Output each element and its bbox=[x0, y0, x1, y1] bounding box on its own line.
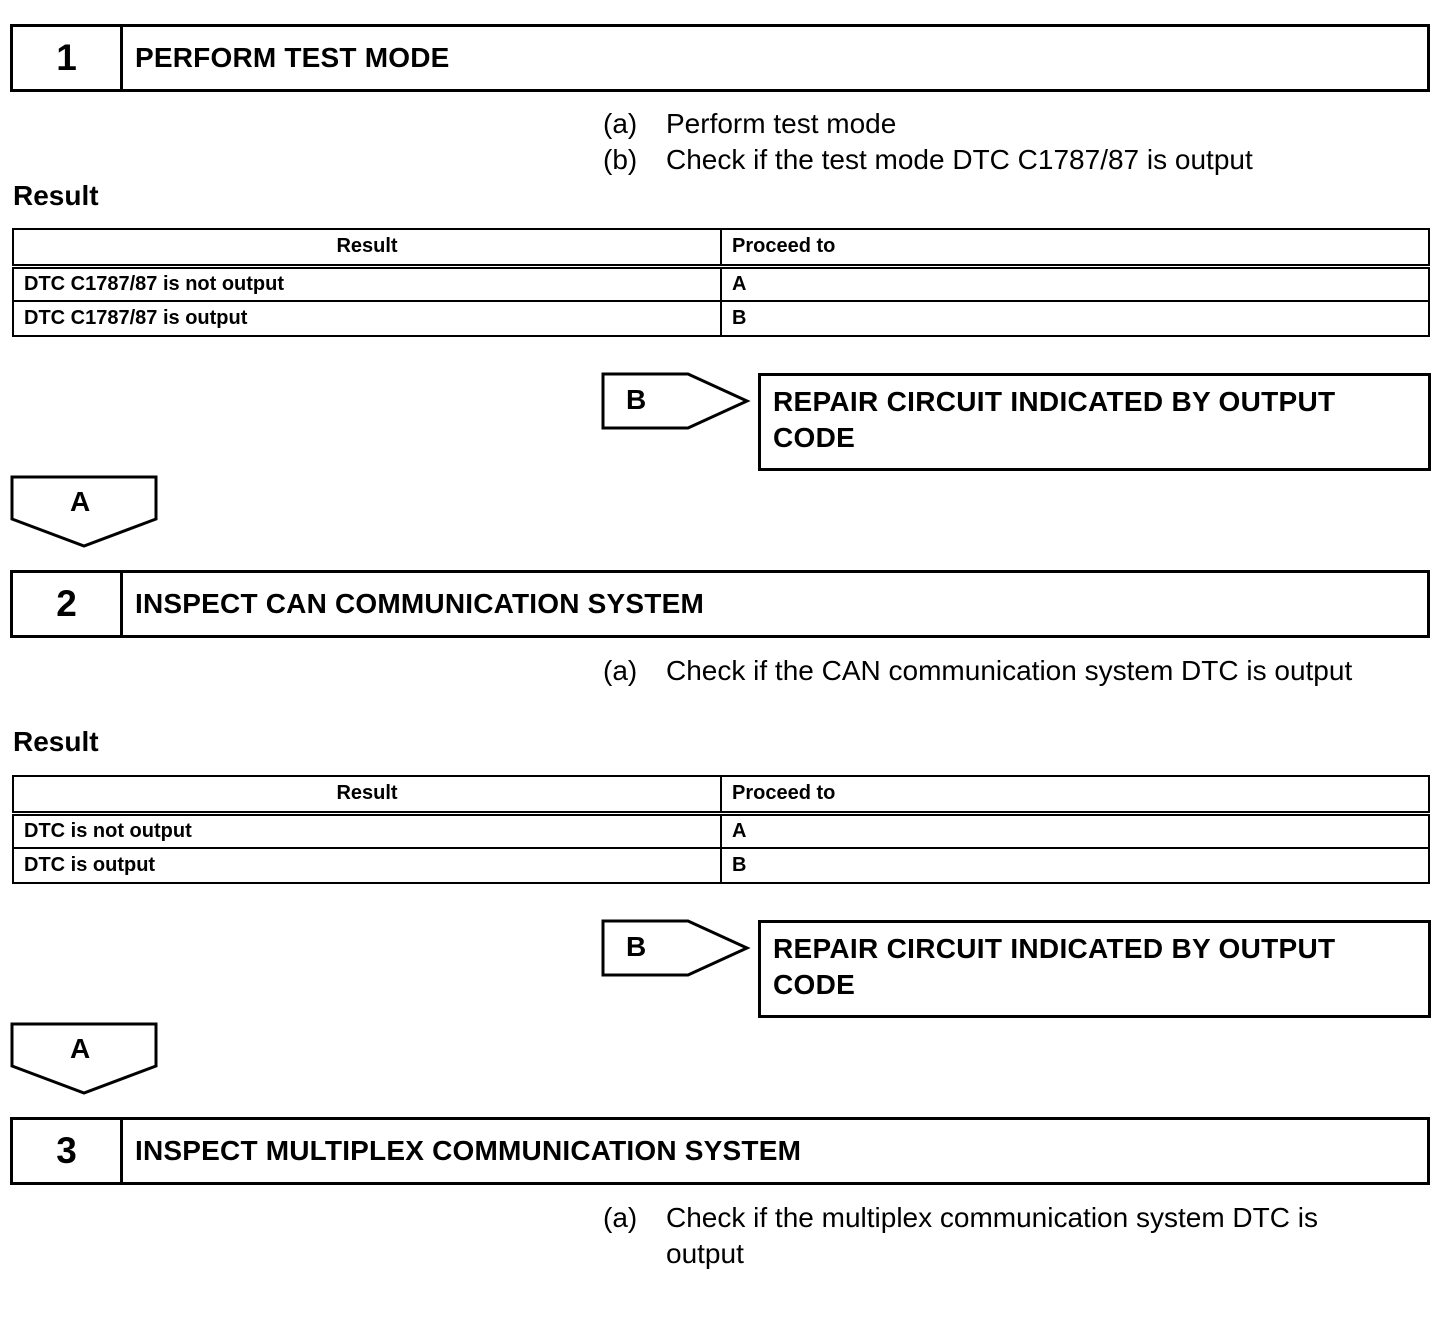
table-cell-proceed: A bbox=[721, 266, 1429, 301]
branch-b-arrow-icon bbox=[601, 372, 751, 430]
repair-action-box: REPAIR CIRCUIT INDICATED BY OUTPUT CODE bbox=[758, 373, 1431, 471]
table-row bbox=[13, 266, 1429, 301]
step-number: 3 bbox=[13, 1120, 123, 1182]
table-cell-proceed: A bbox=[721, 813, 1429, 848]
repair-action-box: REPAIR CIRCUIT INDICATED BY OUTPUT CODE bbox=[758, 920, 1431, 1018]
column-header-proceed: Proceed to bbox=[721, 776, 1429, 813]
step-2-instructions bbox=[603, 653, 1446, 689]
instruction-label: (a) bbox=[603, 1202, 638, 1233]
column-header-result: Result bbox=[13, 776, 721, 813]
branch-b-label: B bbox=[626, 384, 647, 415]
column-header-result: Result bbox=[13, 229, 721, 266]
table-row bbox=[13, 848, 1429, 883]
instruction-item bbox=[603, 1200, 1396, 1272]
table-row bbox=[13, 813, 1429, 848]
branch-a-label: A bbox=[70, 486, 91, 517]
branch-a-label: A bbox=[70, 1033, 91, 1064]
instruction-label: (b) bbox=[603, 144, 638, 175]
step-3-instructions bbox=[603, 1200, 1396, 1272]
step-title: PERFORM TEST MODE bbox=[135, 42, 450, 73]
table-cell-result: DTC is not output bbox=[13, 813, 721, 848]
instruction-item bbox=[603, 106, 1426, 142]
table-cell-result: DTC is output bbox=[13, 848, 721, 883]
branch-b-arrow-icon bbox=[601, 919, 751, 977]
step-1-instructions bbox=[603, 106, 1426, 178]
result-heading: Result bbox=[13, 726, 99, 757]
result-table-step-1 bbox=[12, 228, 1430, 337]
table-cell-proceed: B bbox=[721, 848, 1429, 883]
step-number: 1 bbox=[13, 27, 123, 89]
instruction-text: Check if the test mode DTC C1787/87 is output bbox=[666, 144, 1253, 175]
step-title: INSPECT CAN COMMUNICATION SYSTEM bbox=[135, 588, 704, 619]
table-header-row bbox=[13, 229, 1429, 266]
result-heading: Result bbox=[13, 180, 99, 211]
step-title: INSPECT MULTIPLEX COMMUNICATION SYSTEM bbox=[135, 1135, 802, 1166]
instruction-label: (a) bbox=[603, 108, 638, 139]
branch-b-label: B bbox=[626, 931, 647, 962]
step-number: 2 bbox=[13, 573, 123, 635]
instruction-text: Check if the CAN communication system DTC is output bbox=[666, 655, 1353, 686]
table-cell-result: DTC C1787/87 is output bbox=[13, 301, 721, 336]
instruction-label: (a) bbox=[603, 655, 638, 686]
step-2-header bbox=[10, 570, 1430, 638]
table-cell-result: DTC C1787/87 is not output bbox=[13, 266, 721, 301]
result-table-step-2 bbox=[12, 775, 1430, 884]
step-1-header bbox=[10, 24, 1430, 92]
instruction-item bbox=[603, 653, 1446, 689]
instruction-text: Perform test mode bbox=[666, 108, 897, 139]
column-header-proceed: Proceed to bbox=[721, 229, 1429, 266]
instruction-item bbox=[603, 142, 1426, 178]
table-cell-proceed: B bbox=[721, 301, 1429, 336]
table-row bbox=[13, 301, 1429, 336]
instruction-text: Check if the multiplex communication system DTC is output bbox=[666, 1202, 1318, 1269]
step-3-header bbox=[10, 1117, 1430, 1185]
table-header-row bbox=[13, 776, 1429, 813]
